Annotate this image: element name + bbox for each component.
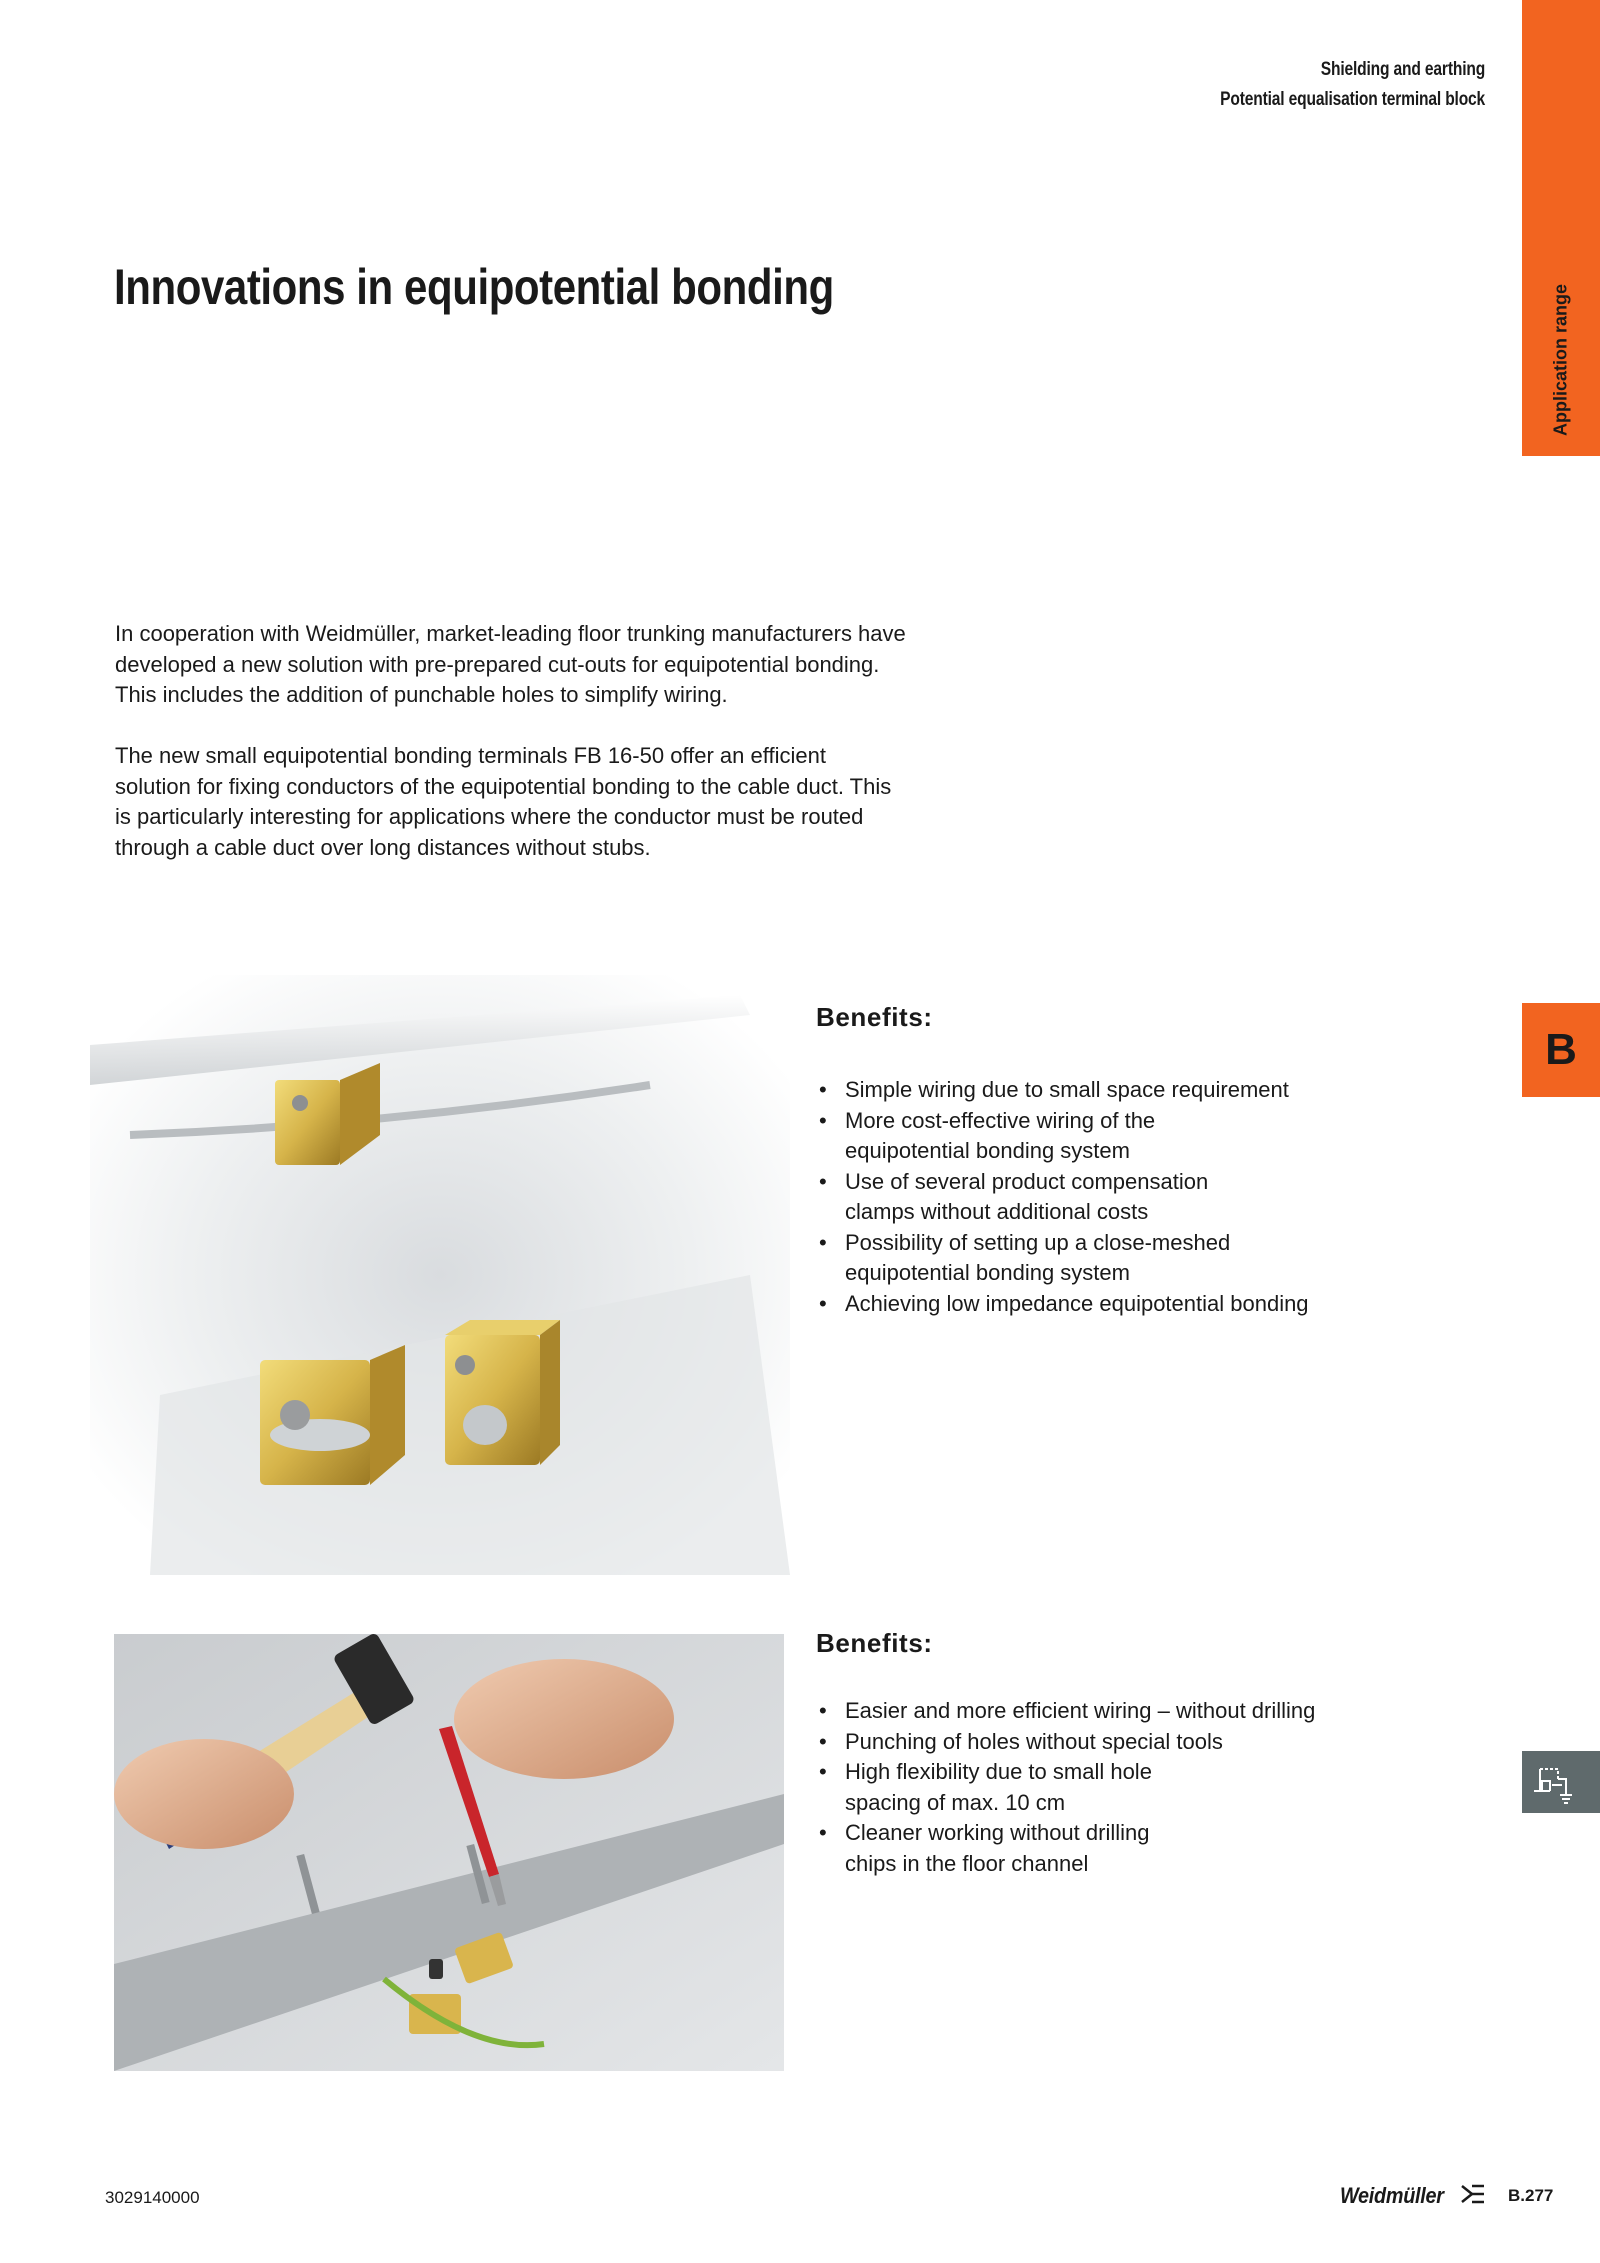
text-line: This includes the addition of punchable holes to simplify wiring. [115, 682, 728, 707]
intro-paragraph-1 [115, 619, 1035, 711]
item-line: • Possibility of setting up a close-meshed [845, 1229, 1231, 1255]
item-line: • Achieving low impedance equipotential bonding [845, 1290, 1309, 1316]
application-range-tab [1522, 0, 1600, 456]
text-line: developed a new solution with pre-prepared cut-outs for equipotential bonding. [115, 651, 880, 677]
shield-earth-tab [1522, 1751, 1600, 1813]
item-line: • Cleaner working without drilling [845, 1820, 1150, 1845]
text-line: is particularly interesting for applications where the conductor must be routed [115, 804, 864, 829]
item-line: clamps without additional costs [845, 1199, 1149, 1224]
list-item [816, 1167, 1436, 1228]
section-b-tab [1522, 1003, 1600, 1097]
benefits-heading-2: Benefits: [816, 1628, 933, 1658]
text-line: In cooperation with Weidmüller, market-leading floor trunking manufacturers have [115, 621, 906, 646]
article-code: 3029140000 [105, 2188, 200, 2207]
terminal-clamps-photo [90, 975, 790, 1575]
list-item [816, 1727, 1436, 1758]
item-line: • Simple wiring due to small space requirement [845, 1077, 1289, 1102]
text-line: through a cable duct over long distances without stubs. [115, 834, 651, 860]
section-letter: B [1545, 1025, 1577, 1074]
item-line: • More cost-effective wiring of the [845, 1107, 1156, 1133]
item-line: • Easier and more efficient wiring – without drilling [845, 1698, 1316, 1723]
list-item [816, 1228, 1436, 1289]
item-line: • High flexibility due to small hole [845, 1759, 1152, 1784]
page-number: B.277 [1508, 2186, 1554, 2205]
shield-earth-icon [1522, 1751, 1600, 1813]
benefits-list-2 [816, 1696, 1436, 1879]
item-line: equipotential bonding system [845, 1260, 1130, 1285]
text-line: The new small equipotential bonding terminals FB 16-50 offer an efficient [115, 743, 826, 768]
text-line: solution for fixing conductors of the equipotential bonding to the cable duct. This [115, 773, 892, 799]
list-item [816, 1106, 1436, 1167]
benefits-heading-1: Benefits: [816, 1002, 933, 1032]
list-item [816, 1289, 1436, 1320]
item-line: • Punching of holes without special tools [845, 1728, 1223, 1754]
running-header [1220, 55, 1485, 115]
page-title: Innovations in equipotential bonding [114, 259, 834, 315]
benefits-list-1 [816, 1075, 1436, 1319]
punching-holes-photo [114, 1634, 784, 2071]
header-category: Shielding and earthing [1320, 59, 1485, 80]
application-range-label: Application range [1550, 283, 1571, 437]
item-line: equipotential bonding system [845, 1138, 1130, 1163]
header-subcategory: Potential equalisation terminal block [1220, 89, 1485, 110]
list-item [816, 1757, 1436, 1818]
item-line: spacing of max. 10 cm [845, 1789, 1066, 1815]
item-line: • Use of several product compensation [845, 1168, 1209, 1194]
list-item [816, 1818, 1436, 1879]
brand-name: Weidmüller [1340, 2183, 1444, 2208]
item-line: chips in the floor channel [845, 1850, 1089, 1876]
weidmuller-logo-icon [1460, 2182, 1486, 2206]
intro-paragraph-2 [115, 741, 1035, 863]
list-item [816, 1696, 1436, 1727]
list-item [816, 1075, 1436, 1106]
